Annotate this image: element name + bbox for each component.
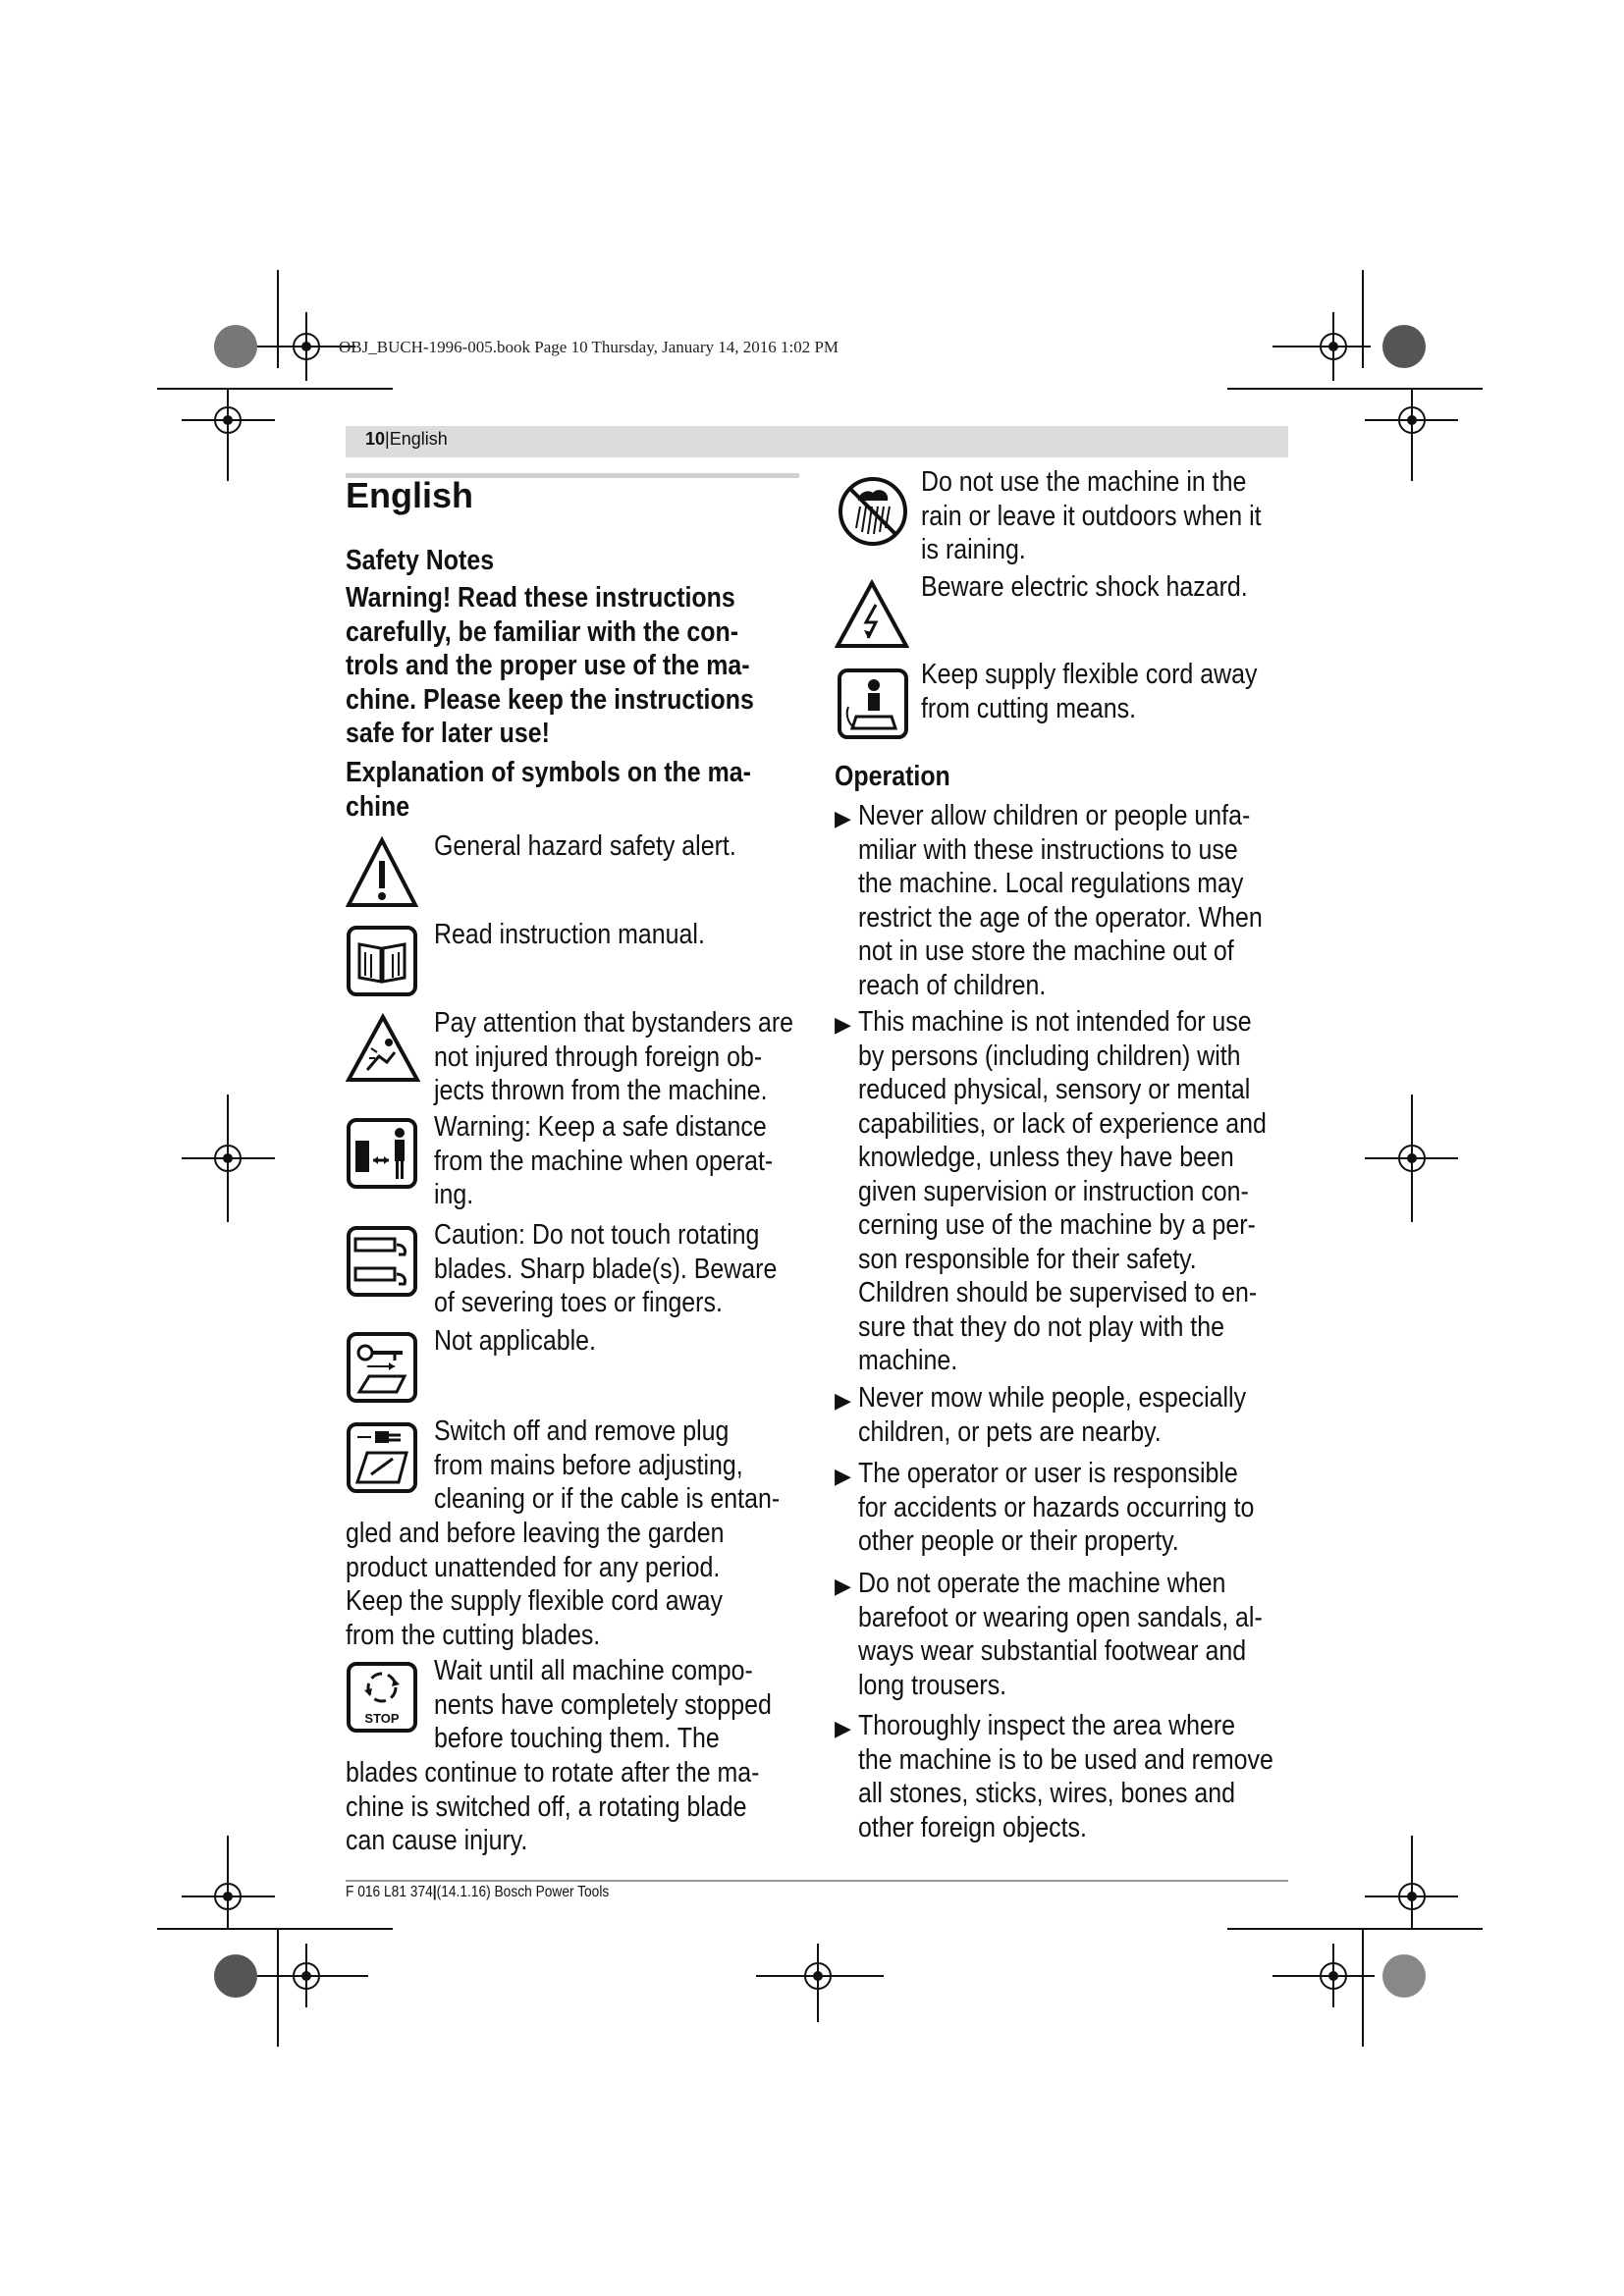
warning-line: carefully, be familiar with the con- bbox=[346, 615, 739, 648]
symbol-line: Keep supply flexible cord away bbox=[921, 659, 1258, 690]
symbol-wrap-text bbox=[346, 1517, 785, 1652]
symbol-text bbox=[921, 658, 1312, 725]
operation-line: children, or pets are nearby. bbox=[858, 1415, 1162, 1448]
header-section: English bbox=[389, 429, 448, 449]
symbol-line: Not applicable. bbox=[434, 1325, 596, 1357]
footer-code: F 016 L81 374 bbox=[346, 1884, 433, 1900]
print-header: OBJ_BUCH-1996-005.book Page 10 Thursday, January 14, 2016 1:02 PM bbox=[339, 338, 839, 356]
safety-notes-heading: Safety Notes bbox=[346, 545, 495, 576]
symbol-line: from the cutting blades. bbox=[346, 1619, 601, 1651]
operation-heading: Operation bbox=[835, 761, 950, 792]
symbol-text bbox=[434, 1654, 827, 1756]
symbol-line: jects thrown from the machine. bbox=[434, 1075, 768, 1106]
operation-line: other people or their property. bbox=[858, 1525, 1179, 1557]
symbol-line: chine is switched off, a rotating blade bbox=[346, 1790, 747, 1823]
page-footer bbox=[346, 1884, 609, 1901]
symbol-text bbox=[921, 570, 1301, 605]
symbol-line: before touching them. The bbox=[434, 1723, 720, 1754]
symbol-line: from mains before adjusting, bbox=[434, 1449, 743, 1481]
symbol-line: Beware electric shock hazard. bbox=[921, 571, 1248, 603]
bullet-icon: ▶ bbox=[835, 1388, 851, 1413]
electric-shock-icon bbox=[835, 579, 909, 650]
symbol-wrap-text bbox=[346, 1756, 827, 1858]
symbol-line: nents have completely stopped bbox=[434, 1688, 772, 1721]
operation-line: not in use store the machine out of bbox=[858, 935, 1234, 967]
bullet-icon: ▶ bbox=[835, 1012, 851, 1037]
symbols-heading-line: Explanation of symbols on the ma- bbox=[346, 757, 751, 788]
operation-line: the machine is to be used and remove bbox=[858, 1743, 1273, 1776]
operation-item bbox=[858, 799, 1328, 1002]
read-manual-icon bbox=[346, 925, 418, 997]
operation-item bbox=[858, 1709, 1341, 1844]
symbol-line: Pay attention that bystanders are bbox=[434, 1007, 794, 1039]
warning-triangle-icon bbox=[346, 836, 418, 909]
thrown-objects-icon bbox=[346, 1013, 420, 1084]
page-title: English bbox=[346, 475, 474, 515]
operation-line: Children should be supervised to en- bbox=[858, 1277, 1258, 1308]
operation-line: Never allow children or people unfa- bbox=[858, 800, 1251, 831]
symbol-line: ing. bbox=[434, 1179, 474, 1210]
bullet-icon: ▶ bbox=[835, 1574, 851, 1598]
operation-line: This machine is not intended for use bbox=[858, 1006, 1252, 1038]
symbol-line: gled and before leaving the garden bbox=[346, 1518, 725, 1549]
symbol-line: can cause injury. bbox=[346, 1825, 528, 1856]
symbol-line: Switch off and remove plug bbox=[434, 1415, 730, 1447]
operation-line: for accidents or hazards occurring to bbox=[858, 1491, 1255, 1523]
symbol-line: Caution: Do not touch rotating bbox=[434, 1219, 760, 1251]
operation-line: reduced physical, sensory or mental bbox=[858, 1074, 1251, 1105]
rotating-blades-icon bbox=[346, 1225, 418, 1298]
symbol-line: rain or leave it outdoors when it bbox=[921, 500, 1262, 532]
symbols-heading bbox=[346, 756, 817, 824]
symbol-text bbox=[434, 829, 785, 864]
operation-line: Do not operate the machine when bbox=[858, 1568, 1226, 1599]
operation-line: The operator or user is responsible bbox=[858, 1458, 1238, 1489]
operation-item bbox=[858, 1567, 1328, 1702]
symbols-heading-line: chine bbox=[346, 790, 410, 823]
operation-line: cerning use of the machine by a per- bbox=[858, 1209, 1256, 1241]
operation-line: long trousers. bbox=[858, 1669, 1007, 1701]
operation-line: the machine. Local regulations may bbox=[858, 868, 1244, 899]
symbol-line: Do not use the machine in the bbox=[921, 466, 1247, 498]
warning-line: safe for later use! bbox=[346, 718, 550, 749]
operation-line: knowledge, unless they have been bbox=[858, 1142, 1234, 1173]
operation-line: son responsible for their safety. bbox=[858, 1243, 1197, 1275]
operation-line: given supervision or instruction con- bbox=[858, 1175, 1249, 1207]
operation-line: Never mow while people, especially bbox=[858, 1382, 1247, 1414]
operation-line: machine. bbox=[858, 1345, 958, 1376]
key-manual-icon bbox=[346, 1331, 418, 1404]
symbol-line: blades. Sharp blade(s). Beware bbox=[434, 1253, 778, 1285]
warning-line: Warning! Read these instructions bbox=[346, 582, 735, 614]
symbol-text bbox=[434, 1324, 623, 1359]
symbol-line: blades continue to rotate after the ma- bbox=[346, 1757, 760, 1789]
symbol-text bbox=[434, 1415, 836, 1517]
symbol-text bbox=[434, 1110, 828, 1212]
bullet-icon: ▶ bbox=[835, 1716, 851, 1740]
symbol-text bbox=[921, 465, 1317, 567]
bullet-icon: ▶ bbox=[835, 1464, 851, 1488]
cord-away-icon bbox=[837, 667, 909, 740]
symbol-line: is raining. bbox=[921, 534, 1026, 565]
operation-line: all stones, sticks, wires, bones and bbox=[858, 1778, 1235, 1809]
operation-line: sure that they do not play with the bbox=[858, 1310, 1224, 1343]
page-number: 10 bbox=[365, 429, 386, 449]
stop-rotation-icon bbox=[346, 1661, 418, 1734]
symbol-line: Wait until all machine compo- bbox=[434, 1655, 753, 1686]
header-separator: | bbox=[385, 429, 390, 449]
operation-line: capabilities, or lack of experience and bbox=[858, 1107, 1267, 1140]
unplug-icon bbox=[346, 1421, 418, 1494]
safe-distance-icon bbox=[346, 1117, 418, 1190]
operation-line: restrict the age of the operator. When bbox=[858, 901, 1263, 934]
symbol-text bbox=[434, 918, 749, 952]
footer-rest: (14.1.16) Bosch Power Tools bbox=[436, 1884, 610, 1900]
operation-item bbox=[858, 1457, 1319, 1559]
operation-line: reach of children. bbox=[858, 969, 1047, 1001]
operation-line: by persons (including children) with bbox=[858, 1040, 1241, 1072]
warning-paragraph bbox=[346, 581, 821, 751]
no-rain-icon bbox=[837, 475, 909, 548]
operation-line: other foreign objects. bbox=[858, 1811, 1087, 1843]
page-header-band bbox=[346, 426, 1288, 457]
symbol-line: cleaning or if the cable is entan- bbox=[434, 1483, 781, 1515]
operation-line: Thoroughly inspect the area where bbox=[858, 1710, 1236, 1741]
bullet-icon: ▶ bbox=[835, 806, 851, 830]
operation-line: ways wear substantial footwear and bbox=[858, 1635, 1247, 1667]
symbol-text bbox=[434, 1006, 852, 1108]
page-header bbox=[365, 429, 448, 450]
warning-line: chine. Please keep the instructions bbox=[346, 683, 754, 716]
symbol-line: Keep the supply flexible cord away bbox=[346, 1585, 724, 1617]
footer-separator: | bbox=[432, 1884, 437, 1900]
symbol-line: from cutting means. bbox=[921, 692, 1137, 724]
symbol-line: General hazard safety alert. bbox=[434, 830, 736, 862]
symbol-line: Warning: Keep a safe distance bbox=[434, 1111, 767, 1143]
symbol-line: not injured through foreign ob- bbox=[434, 1041, 763, 1073]
footer-rule bbox=[346, 1880, 1288, 1882]
warning-line: trols and the proper use of the ma- bbox=[346, 650, 750, 681]
symbol-line: of severing toes or fingers. bbox=[434, 1287, 723, 1318]
operation-item bbox=[858, 1381, 1309, 1449]
symbol-line: from the machine when operat- bbox=[434, 1145, 774, 1177]
operation-line: barefoot or wearing open sandals, al- bbox=[858, 1601, 1263, 1633]
stop-label: STOP bbox=[364, 1711, 400, 1726]
symbol-text bbox=[434, 1218, 833, 1320]
symbol-line: Read instruction manual. bbox=[434, 919, 705, 950]
symbol-line: product unattended for any period. bbox=[346, 1551, 721, 1583]
operation-line: miliar with these instructions to use bbox=[858, 833, 1238, 866]
operation-item bbox=[858, 1005, 1333, 1378]
